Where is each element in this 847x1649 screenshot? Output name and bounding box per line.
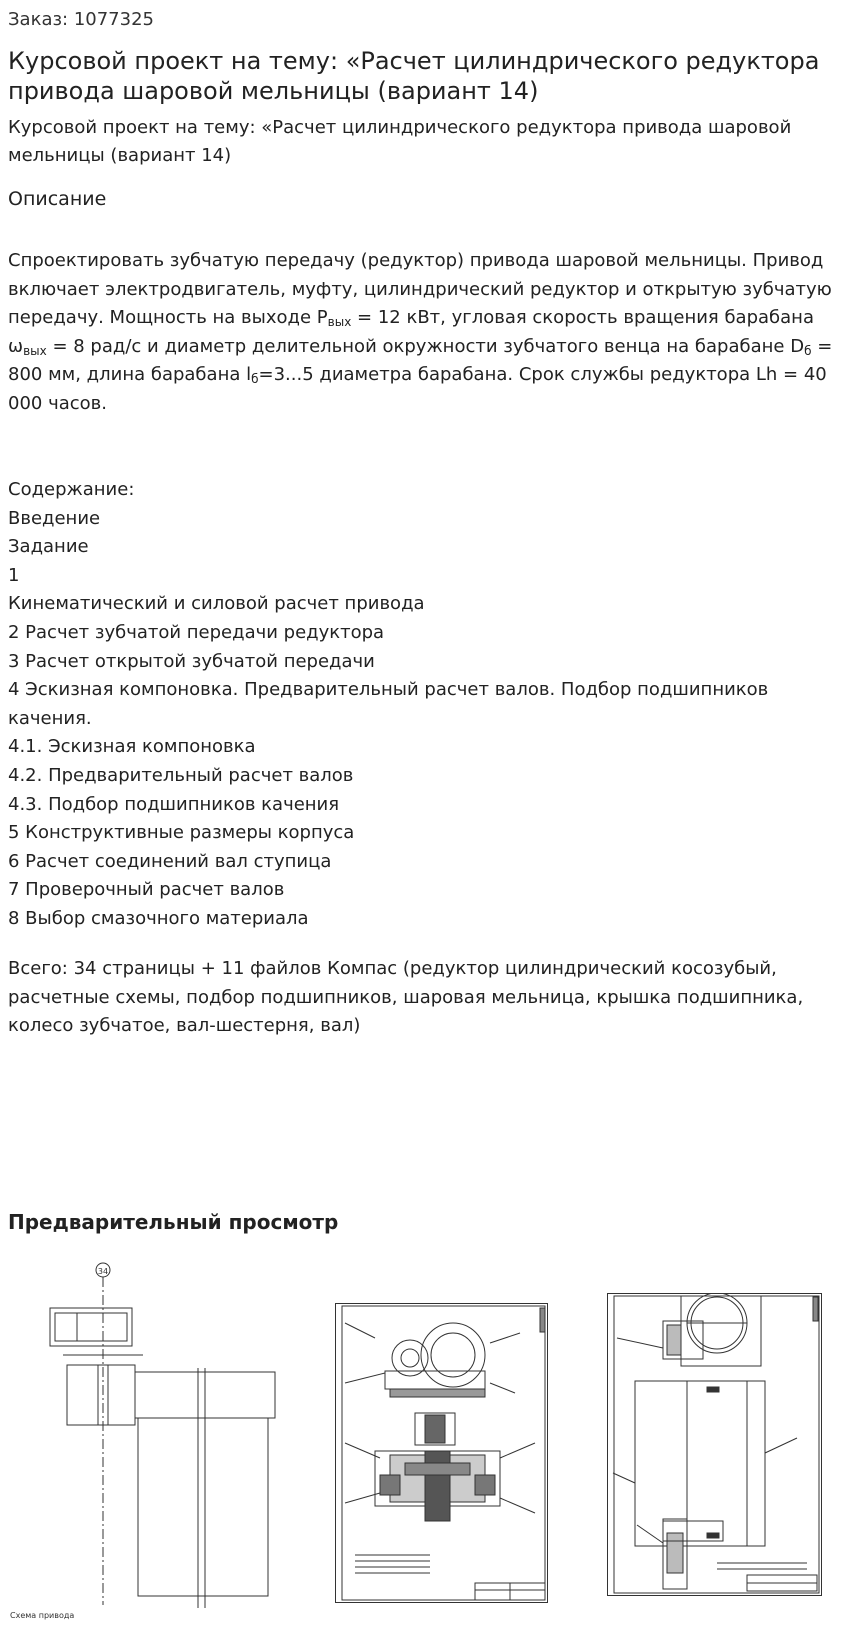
description-text: Спроектировать зубчатую передачу (редуктор) привода шаровой мельницы. Привод включает электродвигатель, муфту, цилиндрический редуктор и открытую зубчатую передачу. Мощность на выходе $P_{вых} = 12$ кВт, угловая скорость вращения барабана $\omega_{вых} = 8$ рад/с и диаметр делительной окружности зубчатого венца на барабане $D_б = 800$ мм, длина барабана $l_б=3...5$ диаметра барабана. Срок службы редуктора Lh = 40 000 часов. bbox=[8, 250, 833, 414]
toc-item: 4.1. Эскизная компоновка bbox=[8, 736, 256, 758]
toc-item: 4.3. Подбор подшипников качения bbox=[8, 793, 340, 815]
toc-item: 1 bbox=[8, 564, 20, 586]
toc-item: 7 Проверочный расчет валов bbox=[8, 879, 285, 901]
toc-item: 5 Конструктивные размеры корпуса bbox=[8, 822, 355, 844]
description-heading: Описание bbox=[8, 188, 107, 210]
preview-mill-drawing[interactable] bbox=[607, 1293, 822, 1596]
preview-heading: Предварительный просмотр bbox=[8, 1210, 339, 1234]
order-number: Заказ: 1077325 bbox=[8, 9, 154, 30]
scheme-caption: Схема привода bbox=[10, 1611, 75, 1620]
toc-item: 6 Расчет соединений вал ступица bbox=[8, 850, 332, 872]
toc-item: 2 Расчет зубчатой передачи редуктора bbox=[8, 621, 385, 643]
table-of-contents bbox=[8, 476, 843, 934]
toc-item: Задание bbox=[8, 536, 89, 558]
scheme-marker: 34 bbox=[97, 1267, 109, 1276]
toc-item: 4.2. Предварительный расчет валов bbox=[8, 764, 354, 786]
preview-reducer-drawing[interactable] bbox=[335, 1303, 548, 1603]
toc-item: 4 Эскизная компоновка. Предварительный расчет валов. Подбор подшипников качения. bbox=[8, 679, 769, 729]
toc-item: Введение bbox=[8, 507, 101, 529]
preview-scheme-image[interactable] bbox=[8, 1260, 293, 1625]
toc-item: Содержание: bbox=[8, 479, 135, 500]
page-subtitle: Курсовой проект на тему: «Расчет цилиндрического редуктора привода шаровой мельницы (вариант 14) bbox=[8, 117, 792, 166]
total-summary: Всего: 34 страницы + 11 файлов Компас (редуктор цилиндрический косозубый, расчетные схемы, подбор подшипников, шаровая мельница, крышка подшипника, колесо зубчатое, вал-шестерня, вал) bbox=[8, 958, 804, 1036]
toc-item: 3 Расчет открытой зубчатой передачи bbox=[8, 650, 375, 672]
toc-item: 8 Выбор смазочного материала bbox=[8, 907, 309, 929]
toc-item: Кинематический и силовой расчет привода bbox=[8, 593, 425, 615]
page-title: Курсовой проект на тему: «Расчет цилиндрического редуктора привода шаровой мельницы (вариант 14) bbox=[8, 47, 820, 105]
